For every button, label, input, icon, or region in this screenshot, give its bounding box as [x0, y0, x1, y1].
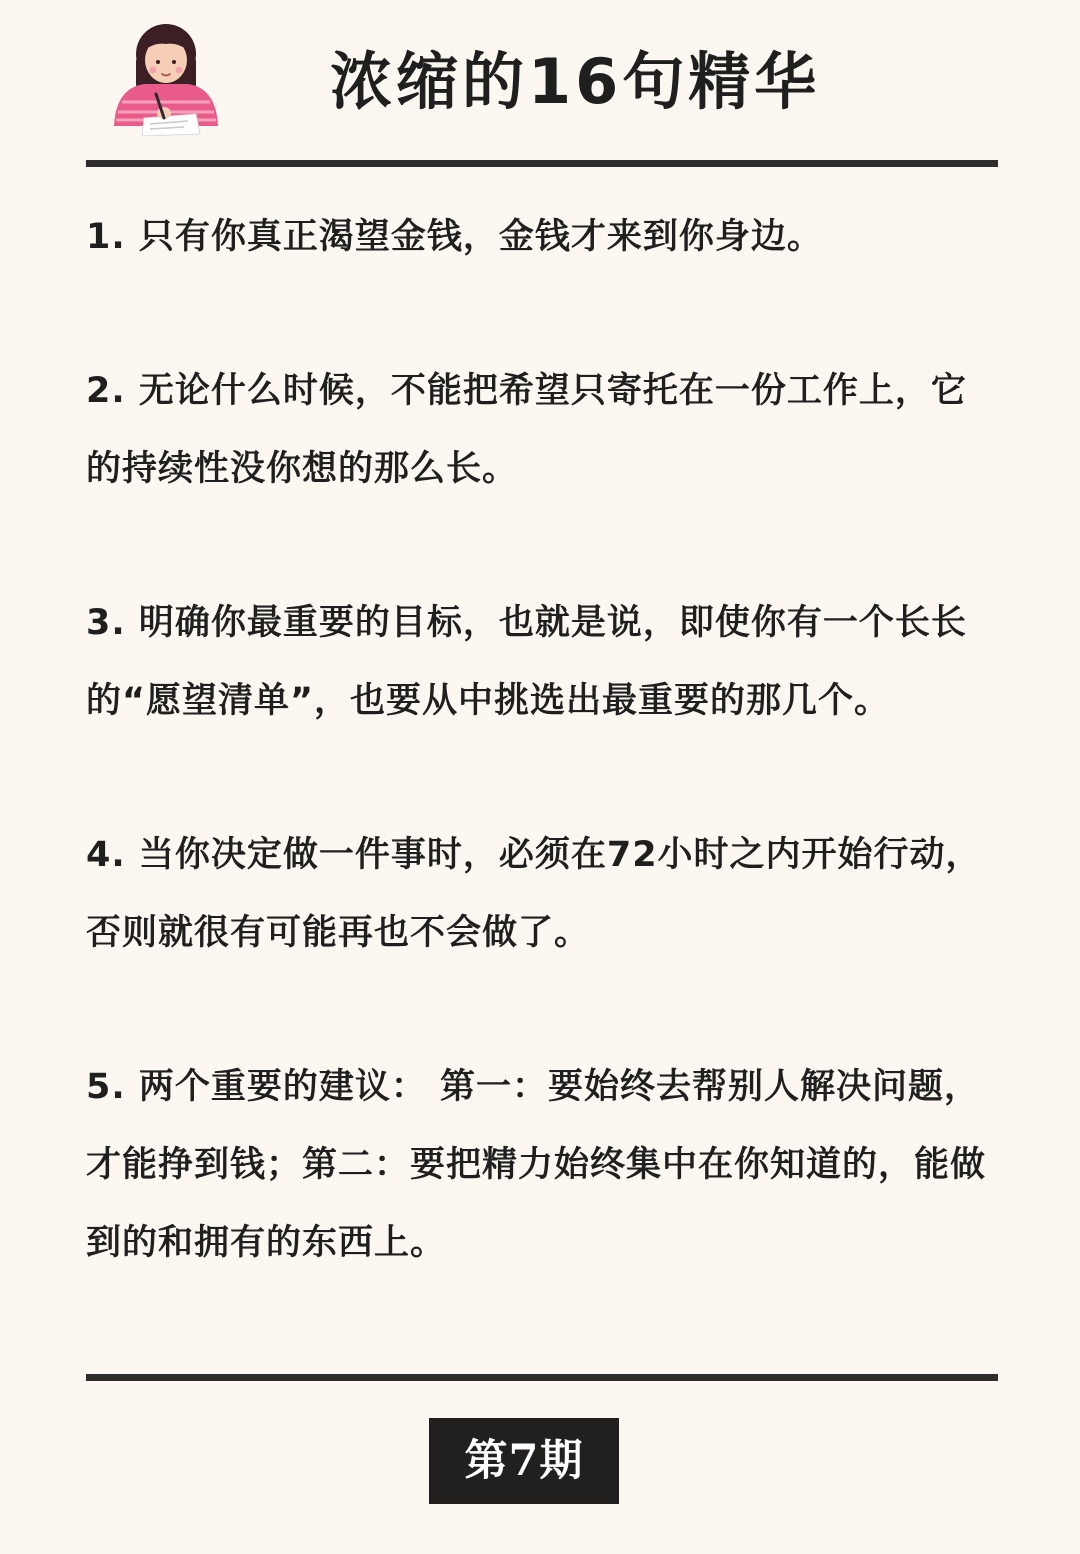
quote-item-2: 2. 无论什么时候，不能把希望只寄托在一份工作上，它的持续性没你想的那么长。: [86, 371, 967, 489]
quotes-list: [86, 198, 998, 1282]
header: [0, 0, 1080, 165]
top-divider: [86, 160, 998, 167]
issue-badge: 第7期: [429, 1418, 619, 1504]
quote-item-3: 3. 明确你最重要的目标，也就是说，即使你有一个长长的“愿望清单”，也要从中挑选出最重要的那几个。: [86, 603, 967, 721]
quote-item-1: 1. 只有你真正渴望金钱，金钱才来到你身边。: [86, 217, 823, 257]
page-title: 浓缩的16句精华: [330, 45, 821, 118]
girl-writing-icon: [104, 18, 228, 136]
bottom-divider: [86, 1374, 998, 1381]
quote-item-4: 4. 当你决定做一件事时，必须在72小时之内开始行动，否则就很有可能再也不会做了。: [86, 835, 982, 953]
quote-item-5: 5. 两个重要的建议： 第一：要始终去帮别人解决问题，才能挣到钱；第二：要把精力始终集中在你知道的，能做到的和拥有的东西上。: [86, 1067, 987, 1263]
